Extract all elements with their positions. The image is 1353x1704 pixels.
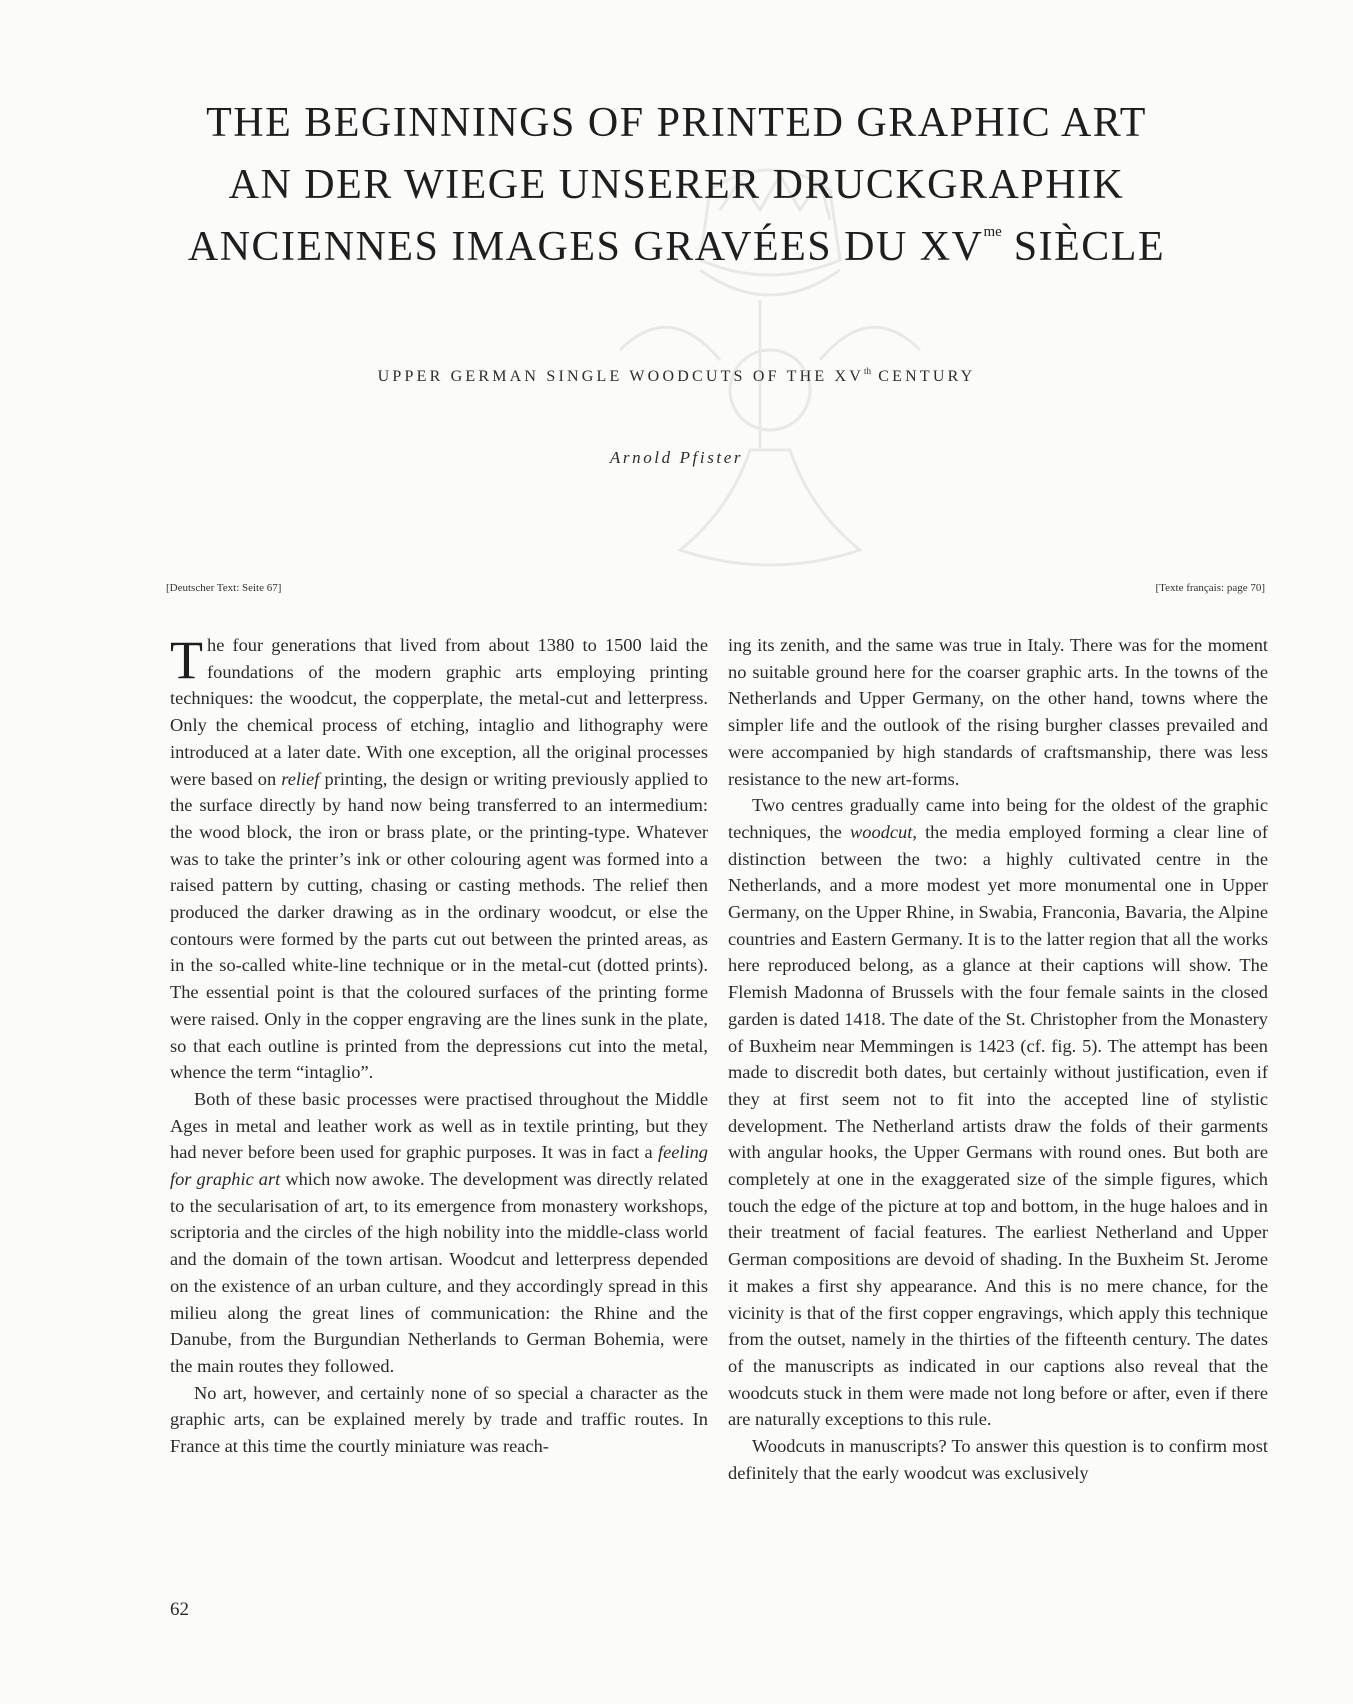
article-subtitle bbox=[0, 368, 1353, 386]
paragraph-text: printing, the design or writing previously applied to the surface directly by hand now being transferred to an intermedium: the wood block, the iron or brass plate, or the printing-type. Whatever was to take the printer’s ink or other colouring agent was formed into a raised pattern by cutting, chasing or casting methods. The relief then produced the darker drawing as in the ordinary woodcut, or else the contours were formed by the parts cut out between the printed areas, as in the so-called white-line technique or in the metal-cut (dotted prints). The essential point is that the coloured surfaces of the printing forme were raised. Only in the copper engraving are the lines sunk in the plate, so that each outline is printed from the depressions cut into the metal, whence the term “intaglio”. bbox=[170, 768, 708, 1083]
title-french-main: ANCIENNES IMAGES GRAVÉES DU XV bbox=[187, 224, 984, 270]
emphasis: relief bbox=[281, 768, 320, 789]
author-name: Arnold Pfister bbox=[609, 448, 744, 467]
subtitle-end: CENTURY bbox=[871, 368, 976, 385]
german-text-reference: [Deutscher Text: Seite 67] bbox=[166, 582, 282, 594]
title-french-superscript: me bbox=[983, 224, 1002, 240]
paragraph-text: Both of these basic processes were practised throughout the Middle Ages in metal and leather work as well as in textile printing, but they had never before been used for graphic purposes. It was in fact a bbox=[170, 1088, 708, 1163]
emphasis: woodcut bbox=[850, 821, 913, 842]
title-french-end: SIÈCLE bbox=[1001, 224, 1166, 270]
french-text-reference: [Texte français: page 70] bbox=[1155, 582, 1265, 594]
title-english: THE BEGINNINGS OF PRINTED GRAPHIC ART bbox=[206, 100, 1147, 146]
title-block bbox=[0, 92, 1353, 278]
paragraph bbox=[728, 1433, 1268, 1486]
emphasis: feeling for graphic art bbox=[170, 1142, 708, 1190]
paragraph bbox=[728, 632, 1268, 792]
title-german: AN DER WIEGE UNSERER DRUCKGRAPHIK bbox=[228, 162, 1125, 208]
subtitle-superscript: th bbox=[864, 366, 872, 376]
paragraph-text: Two centres gradually came into being for the oldest of the graphic techniques, the bbox=[728, 795, 1268, 842]
right-column bbox=[728, 632, 1268, 1487]
paragraph bbox=[170, 632, 708, 1086]
page-number: 62 bbox=[170, 1599, 189, 1620]
paragraph-text: which now awoke. The development was directly related to the secularisation of art, to its emergence from monastery workshops, scriptoria and the circles of the high nobility into the middle-class world and the domain of the town artisan. Woodcut and letterpress depended on the existence of an urban culture, and they accordingly spread in this milieu along the great lines of communication: the Rhine and the Danube, from the Burgundian Netherlands to German Bohemia, were the main routes they followed. bbox=[170, 1169, 708, 1376]
subtitle-main: UPPER GERMAN SINGLE WOODCUTS OF THE XV bbox=[377, 368, 865, 385]
paragraph bbox=[170, 1380, 708, 1460]
paragraph-text: Woodcuts in manuscripts? To answer this question is to confirm most definitely that the early woodcut was exclusively bbox=[728, 1436, 1268, 1483]
paragraph bbox=[728, 792, 1268, 1433]
left-column bbox=[170, 632, 708, 1460]
paragraph-text: ing its zenith, and the same was true in Italy. There was for the moment no suitable ground here for the coarser graphic arts. In the towns of the Netherlands and Upper Germany, on the other hand, towns where the simpler life and the outlook of the rising burgher classes prevailed and were accompanied by high standards of craftsmanship, there was less resistance to the new art-forms. bbox=[728, 635, 1268, 789]
paragraph-text: he four generations that lived from about 1380 to 1500 laid the foundations of the modern graphic arts employing printing techniques: the woodcut, the copperplate, the metal-cut and letterpress. Only the chemical process of etching, intaglio and lithography were introduced at a later date. With one exception, all the original processes were based on bbox=[170, 635, 708, 789]
title-french bbox=[0, 216, 1353, 278]
drop-cap: T bbox=[170, 630, 203, 690]
paragraph-text: , the media employed forming a clear line of distinction between the two: a highly cultivated centre in the Netherlands, and a more modest yet more monumental one in Upper Germany, on the Upper Rhine, in Swabia, Franconia, Bavaria, the Alpine countries and Eastern Germany. It is to the latter region that all the works here reproduced belong, as a glance at their captions will show. The Flemish Madonna of Brussels with the four female saints in the closed garden is dated 1418. The date of the St. Christopher from the Monastery of Buxheim near Memmingen is 1423 (cf. fig. 5). The attempt has been made to discredit both dates, but certainly without justification, even if they at first seem not to fit into the accepted line of stylistic development. The Netherland artists draw the folds of their garments with angular hooks, the Upper Germans with round ones. But both are completely at one in the exaggerated size of the simple figures, which touch the edge of the picture at top and bottom, in the huge haloes and in their treatment of facial features. The earliest Netherland and Upper German compositions are devoid of shading. In the Buxheim St. Jerome it makes a first shy appearance. And this is no mere chance, for the vicinity is that of the first copper engravings, which apply this technique from the outset, namely in the thirties of the fifteenth century. The dates of the manuscripts as indicated in our captions also reveal that the woodcuts stuck in them were made not long before or after, even if there are naturally exceptions to this rule. bbox=[728, 821, 1268, 1430]
paragraph-text: No art, however, and certainly none of so special a character as the graphic arts, can be explained merely by trade and traffic routes. In France at this time the courtly miniature was reach- bbox=[170, 1382, 708, 1457]
paragraph bbox=[170, 1086, 708, 1380]
